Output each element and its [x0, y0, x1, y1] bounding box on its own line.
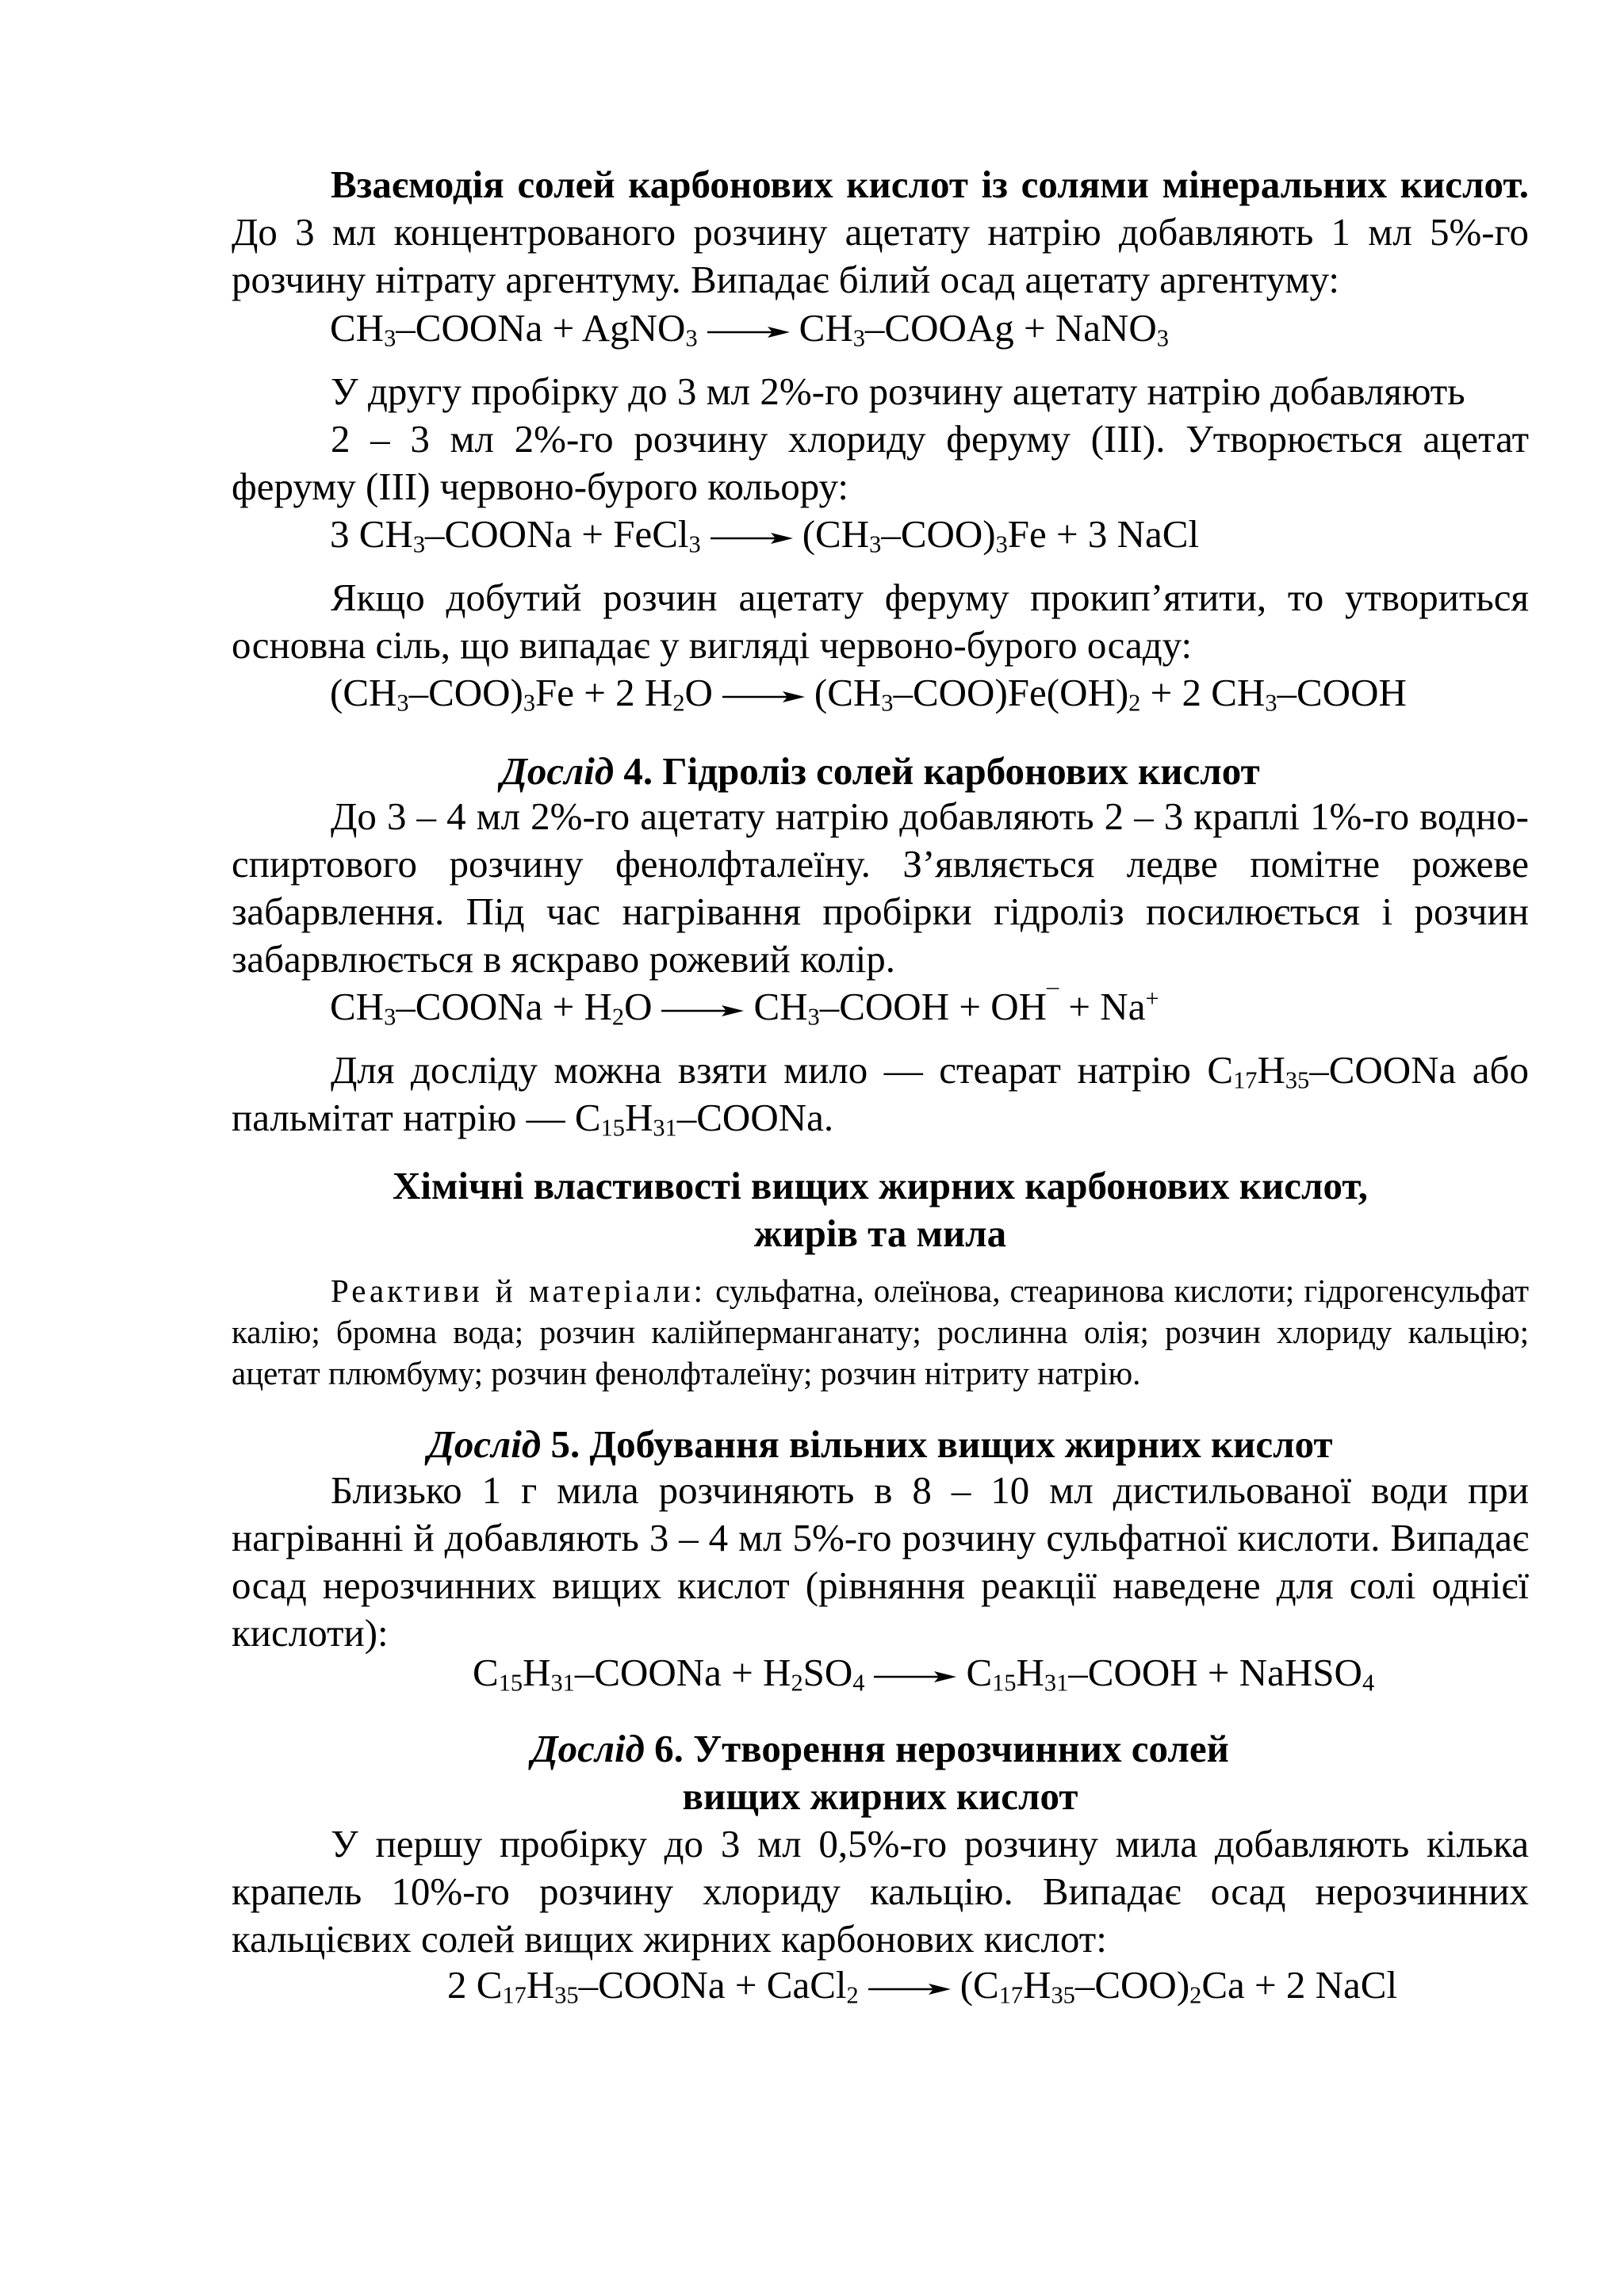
reagents-list: сульфатна, олеїнова, стеаринова кислоти; гідрогенсульфат калію; бромна вода; розчин калійперманганату; рослинна олія; розчин хлориду кальцію; ацетат плюмбуму; розчин фенолфталеїну; розчин нітриту натрію.	[232, 1272, 1530, 1391]
equation-reactants: $C_{15}H_{31}$–COONa + $H_2SO_4$	[473, 1651, 865, 1697]
paragraph-text: До 3 мл концентрованого розчину ацетату натрію добавляють 1 мл 5%-го розчину нітрату аргентуму. Випадає білий осад ацетату аргентуму:	[232, 210, 1529, 301]
reaction-arrow-icon	[709, 526, 795, 550]
paragraph-basic-salt: Якщо добутий розчин ацетату феруму прокип’ятити, то утвориться основна сіль, що випадає у вигляді червоно-бурого осаду:	[232, 576, 1529, 667]
experiment-title: 4. Гідроліз солей карбонових кислот	[614, 749, 1260, 793]
paragraph-silver-acetate	[232, 161, 1529, 304]
experiment-word: Дослід	[500, 749, 615, 793]
experiment-4-heading	[232, 748, 1529, 795]
paragraph-iron-acetate	[232, 368, 1529, 511]
experiment-5-heading	[232, 1421, 1529, 1468]
reaction-arrow-icon	[867, 1977, 952, 2001]
equation-products: $(CH_3-COO)_3Fe + 3$ NaCl	[802, 512, 1200, 558]
reagents-label: Реактиви й матеріали:	[331, 1272, 706, 1309]
reaction-arrow-icon	[872, 1665, 958, 1689]
reaction-arrow-icon	[706, 320, 791, 344]
experiment-word: Дослід	[427, 1422, 542, 1466]
equation-free-acids	[473, 1649, 1374, 1697]
section-heading-higher-fatty-acids	[232, 1162, 1529, 1257]
reaction-arrow-icon	[721, 685, 806, 709]
equation-reactants: 2 $C_{17}H_{35}$–COONa + CaCl$_2$	[447, 1963, 859, 2009]
experiment-6-heading	[232, 1725, 1529, 1820]
equation-reactants: $(CH_3-COO)_3Fe + 2$ $H_2O$	[330, 671, 713, 717]
paragraph-line: 2 – 3 мл 2%-го розчину хлориду феруму (III). Утворюється ацетат	[331, 417, 1529, 461]
equation-reactants: $CH_3$–COONa + $H_2O$	[330, 985, 653, 1031]
equation-basic-salt	[330, 669, 1407, 717]
experiment-4-text: До 3 – 4 мл 2%-го ацетату натрію добавляють 2 – 3 краплі 1%-го водно-спиртового розчину фенолфталеїну. З’являється ледве помітне рожеве забарвлення. Під час нагрівання пробірки гідроліз посилюється і розчин забарвлюється в яскраво рожевий колір.	[232, 794, 1529, 981]
experiment-title: 6. Утворення нерозчинних солей	[644, 1727, 1229, 1770]
section-heading-line: жирів та мила	[753, 1211, 1007, 1255]
section-heading-salt-interaction: Взаємодія солей карбонових кислот із солями мінеральних кислот.	[331, 163, 1529, 206]
paragraph-line: феруму (III) червоно-бурого кольору:	[232, 465, 849, 508]
equation-hydrolysis	[330, 983, 1159, 1031]
experiment-6-text: У першу пробірку до 3 мл 0,5%-го розчину мила добавляють кілька крапель 10%-го розчину хлориду кальцію. Випадає осад нерозчинних кальцієвих солей вищих жирних карбонових кислот:	[232, 1822, 1529, 1961]
equation-products: $(CH_3-COO)Fe(OH)_2 + 2$ $CH_3$–COOH	[814, 671, 1407, 717]
equation-silver-acetate	[330, 304, 1169, 352]
reagents-paragraph	[232, 1270, 1529, 1394]
experiment-word: Дослід	[531, 1727, 645, 1770]
equation-products: $(C_{17}H_{35}-COO)_2Ca + 2$ NaCl	[959, 1963, 1398, 2009]
equation-products: $CH_3$–COOAg + NaNO$_3$	[799, 306, 1169, 352]
equation-products: $C_{15}H_{31}$–COOH + NaHSO$_4$	[966, 1651, 1375, 1697]
paragraph-soap-note: Для досліду можна взяти мило — стеарат натрію $C_{17}H_{35}$–COONa або пальмітат натрію — $C_{15}H_{31}$–COONa.	[232, 1048, 1529, 1142]
section-heading-line: Хімічні властивості вищих жирних карбонових кислот,	[393, 1164, 1368, 1207]
equation-reactants: 3 $CH_3$–COONa + FeCl$_3$	[330, 512, 701, 558]
paragraph-line: У другу пробірку до 3 мл 2%-го розчину ацетату натрію добавляють	[331, 369, 1465, 413]
experiment-title: 5. Добування вільних вищих жирних кислот	[541, 1422, 1333, 1466]
equation-calcium-salts	[447, 1961, 1397, 2009]
reaction-arrow-icon	[660, 999, 745, 1023]
equation-reactants: $CH_3$–COONa + AgNO$_3$	[330, 306, 698, 352]
experiment-title-line2: вищих жирних кислот	[682, 1774, 1078, 1818]
experiment-5-text: Близько 1 г мила розчиняють в 8 – 10 мл дистильованої води при нагріванні й добавляють 3 – 4 мл 5%-го розчину сульфатної кислоти. Випадає осад нерозчинних вищих кислот (рівняння реакції наведене для солі однієї кислоти):	[232, 1468, 1529, 1655]
equation-iron-acetate	[330, 511, 1199, 558]
equation-products: $CH_3$–COOH + OH¯ + Na+	[753, 985, 1159, 1031]
